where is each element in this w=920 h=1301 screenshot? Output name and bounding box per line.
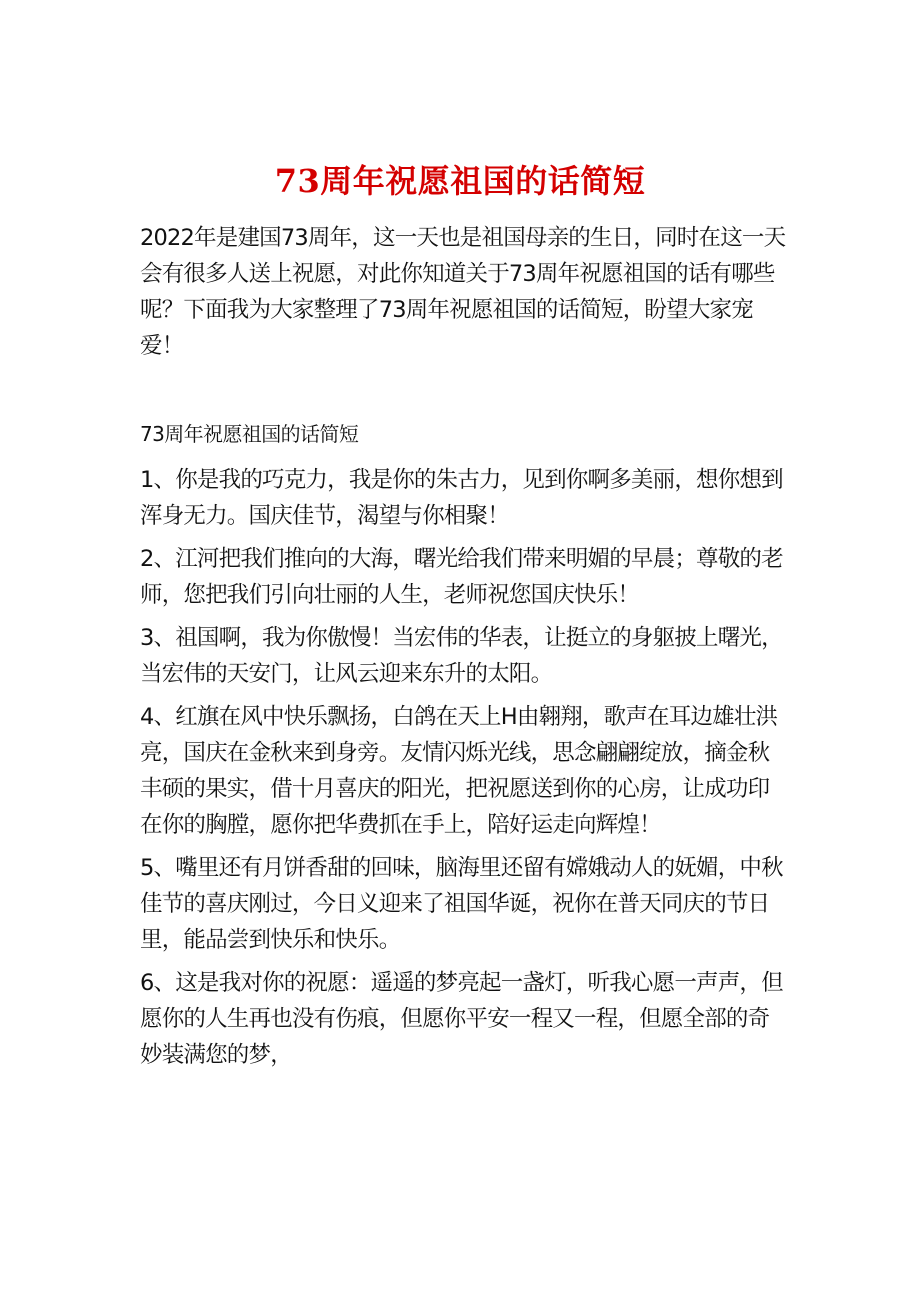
page-title: 73周年祝愿祖国的话简短 <box>274 162 646 201</box>
wish-item-3: 3、祖国啊，我为你傲慢！当宏伟的华表，让挺立的身躯披上曙光，当宏伟的天安门，让风云迎来东升的太阳。 <box>140 625 783 687</box>
wish-item-1: 1、你是我的巧克力，我是你的朱古力，见到你啊多美丽，想你想到浑身无力。国庆佳节，渴望与你相聚！ <box>140 467 783 529</box>
wish-item-5: 5、嘴里还有月饼香甜的回味，脑海里还留有嫦娥动人的妩媚，中秋佳节的喜庆刚过，今日义迎来了祖国华诞，祝你在普天同庆的节日里，能品尝到快乐和快乐。 <box>140 855 783 953</box>
wish-item-2: 2、江河把我们推向的大海，曙光给我们带来明媚的早晨；尊敬的老师，您把我们引向壮丽的人生，老师祝您国庆快乐！ <box>140 546 783 608</box>
section-heading: 73周年祝愿祖国的话简短 <box>140 422 359 446</box>
wish-item-4: 4、红旗在风中快乐飘扬，白鸽在天上H由翱翔，歌声在耳边雄壮洪亮，国庆在金秋来到身旁。友情闪烁光线，思念翩翩绽放，摘金秋丰硕的果实，借十月喜庆的阳光，把祝愿送到你的心房，让成功印在你的胸膛，愿你把华费抓在手上，陪好运走向辉煌！ <box>140 704 778 838</box>
wish-item-6: 6、这是我对你的祝愿：遥遥的梦亮起一盏灯，听我心愿一声声，但愿你的人生再也没有伤痕，但愿你平安一程又一程，但愿全部的奇妙装满您的梦， <box>140 970 783 1068</box>
intro-paragraph: 2022年是建国73周年，这一天也是祖国母亲的生日，同时在这一天会有很多人送上祝愿，对此你知道关于73周年祝愿祖国的话有哪些呢？下面我为大家整理了73周年祝愿祖国的话简短，盼望大家宠爱！ <box>140 225 786 359</box>
wish-list <box>140 462 790 1080</box>
